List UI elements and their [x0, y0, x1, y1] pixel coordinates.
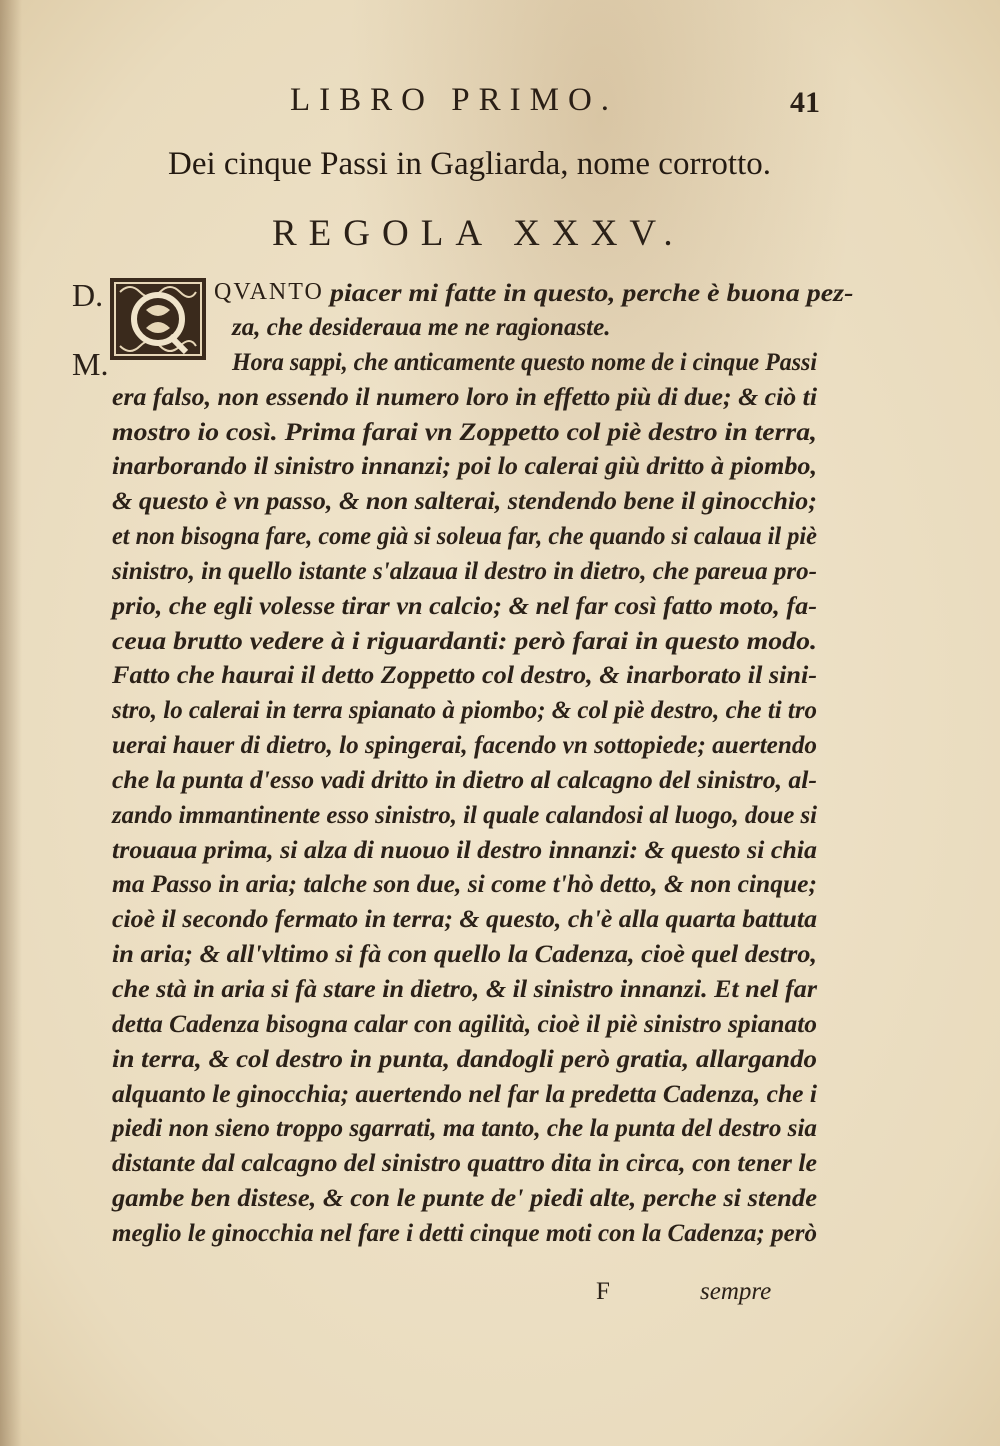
- text-line: & questo è vn passo, & non salterai, stendendo bene il ginocchio;: [112, 488, 817, 515]
- text-line: cioè il secondo fermato in terra; & questo, ch'è alla quarta battuta: [112, 906, 817, 933]
- rule-heading: REGOLA XXXV.: [272, 213, 685, 254]
- running-head: LIBRO PRIMO.: [290, 82, 619, 118]
- text-line: za, che desideraua me ne ragionaste.: [232, 314, 611, 341]
- text-line: ma Passo in aria; talche son due, si come t'hò detto, & non cinque;: [112, 871, 817, 898]
- text-line: Fatto che haurai il detto Zoppetto col destro, & inarborato il sini-: [112, 662, 817, 689]
- speaker-m-label: M.: [72, 346, 109, 382]
- speaker-d-label: D.: [72, 277, 104, 313]
- text-line: in aria; & all'vltimo si fà con quello la Cadenza, cioè quel destro,: [112, 941, 817, 968]
- text-line: prio, che egli volesse tirar vn calcio; & nel far così fatto moto, fa-: [112, 593, 817, 620]
- text-line: sinistro, in quello istante s'alzaua il destro in dietro, che pareua pro-: [112, 558, 817, 585]
- text-line: et non bisogna fare, come già si soleua far, che quando si calaua il piè: [112, 523, 817, 550]
- text-line: mostro io così. Prima farai vn Zoppetto col piè destro in terra,: [112, 419, 817, 446]
- text-line: era falso, non essendo il numero loro in effetto più di due; & ciò ti: [112, 384, 817, 411]
- text-line: uerai hauer di dietro, lo spingerai, facendo vn sottopiede; auertendo: [112, 732, 817, 759]
- text-line: inarborando il sinistro innanzi; poi lo calerai giù dritto à piombo,: [112, 453, 817, 480]
- text-line: alquanto le ginocchia; auertendo nel far la predetta Cadenza, che i: [112, 1081, 817, 1108]
- text-line: meglio le ginocchia nel fare i detti cinque moti con la Cadenza; però: [112, 1220, 817, 1247]
- chapter-title: Dei cinque Passi in Gagliarda, nome corrotto.: [168, 146, 772, 182]
- text-line: detta Cadenza bisogna calar con agilità, cioè il piè sinistro spianato: [112, 1011, 818, 1038]
- text-line: gambe ben distese, & con le punte de' piedi alte, perche si stende: [112, 1185, 817, 1212]
- page-edge-shadow: [0, 0, 22, 1446]
- text-line: distante dal calcagno del sinistro quattro dita in circa, con tener le: [112, 1150, 817, 1177]
- text-line: che la punta d'esso vadi dritto in dietro al calcagno del sinistro, al-: [112, 767, 818, 794]
- text-line: ceua brutto vedere à i riguardanti: però farai in questo modo.: [112, 628, 817, 655]
- text-line: che stà in aria si fà stare in dietro, & il sinistro innanzi. Et nel far: [112, 976, 817, 1003]
- text-line: piacer mi fatte in questo, perche è buona pez-: [330, 280, 854, 307]
- text-line: piedi non sieno troppo sgarrati, ma tanto, che la punta del destro sia: [112, 1115, 817, 1142]
- catchword: sempre: [700, 1278, 772, 1305]
- text-line: in terra, & col destro in punta, dandogli però gratia, allargando: [112, 1046, 818, 1073]
- signature-mark: F: [596, 1278, 610, 1305]
- ornamental-initial-icon: [108, 276, 208, 362]
- text-line: zando immantinente esso sinistro, il quale calandosi al luogo, doue si: [112, 802, 817, 829]
- page-number: 41: [790, 86, 820, 119]
- text-line: trouaua prima, si alza di nuouo il destro innanzi: & questo si chia: [112, 837, 817, 864]
- text-line: Hora sappi, che anticamente questo nome de i cinque Passi: [232, 349, 817, 376]
- opening-word: QVANTO: [214, 279, 324, 305]
- text-line: stro, lo calerai in terra spianato à piombo; & col piè destro, che ti tro: [112, 697, 817, 724]
